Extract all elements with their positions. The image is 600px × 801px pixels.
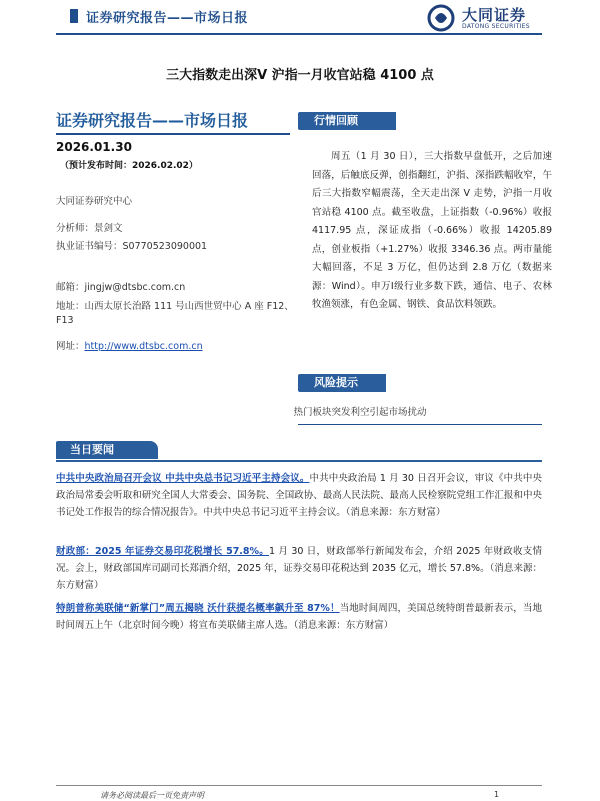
left-divider — [56, 133, 290, 135]
research-org: 大同证券研究中心 — [56, 196, 133, 207]
contact-email[interactable]: 邮箱：jingjw@dtsbc.com.cn — [56, 282, 186, 293]
news-body: 当地时间周四，美国总统特朗普最新表示，当地时间周五上午（北京时间今晚）将宣布美联储主席人选。（消息来源：东方财富） — [56, 603, 542, 631]
news-headline-link[interactable]: 财政部：2025 年证券交易印花税增长 57.8%。 — [56, 546, 270, 557]
news-headline-link[interactable]: 中共中央政治局召开会议 中共中央总书记习近平主持会议。 — [56, 473, 310, 484]
risk-divider — [298, 424, 542, 425]
news-heading: 当日要闻 — [56, 441, 158, 459]
website-label: 网址： — [56, 341, 85, 352]
news-body: 1 月 30 日，财政部举行新闻发布会，介绍 2025 年财政收支情况。会上，财政部国库司副司长郑酒介绍，2025 年，证券交易印花税达到 2035 亿元，增长 57.8%。（消息来源：东方财富） — [56, 546, 542, 591]
publish-time: （预计发布时间：2026.02.02） — [60, 161, 198, 171]
footer-divider — [56, 785, 542, 786]
news-item — [56, 600, 542, 634]
certificate-number: 执业证书编号：S0770523090001 — [56, 241, 208, 252]
header-accent-mark — [70, 9, 78, 23]
news-body: 中共中央政治局 1 月 30 日召开会议，审议《中共中央政治局常委会听取和研究全国人大常委会、国务院、全国政协、最高人民法院、最高人民检察院党组工作汇报和中央书记处工作报告的综合情况报告》。中共中央总书记习近平主持会议。（消息来源：东方财富） — [56, 473, 542, 518]
header-divider — [56, 33, 542, 35]
news-item — [56, 543, 542, 594]
report-type: 证券研究报告——市场日报 — [56, 111, 249, 130]
website-line — [56, 340, 203, 354]
risk-text: 热门板块突发利空引起市场扰动 — [293, 407, 427, 418]
contact-address: 地址：山西太原长治路 111 号山西世贸中心 A 座 F12、F13 — [56, 301, 294, 326]
logo-english: DATONG SECURITIES — [462, 23, 530, 30]
news-item — [56, 470, 542, 521]
review-heading: 行情回顾 — [298, 112, 396, 130]
header-title: 证券研究报告——市场日报 — [86, 11, 249, 26]
page-number: 1 — [494, 790, 500, 799]
disclaimer-note: 请务必阅读最后一页免责声明 — [100, 791, 204, 800]
risk-heading: 风险提示 — [298, 374, 386, 392]
logo-name: 大同证券 — [462, 6, 527, 24]
news-headline-link[interactable]: 特朗普称美联储“新掌门”周五揭晓 沃什获提名概率飙升至 87%！ — [56, 603, 340, 614]
analyst-name: 分析师：景剑文 — [56, 223, 123, 234]
report-title: 三大指数走出深V 沪指一月收官站稳 4100 点 — [166, 68, 434, 83]
website-link[interactable]: http://www.dtsbc.com.cn — [84, 341, 203, 352]
report-date: 2026.01.30 — [56, 140, 132, 154]
review-text: 周五（1 月 30 日），三大指数早盘低开，之后加速回落，后触底反弹，创指翻红，沪指、深指跌幅收窄，午后三大指数窄幅震荡，全天走出深 V 走势，沪指一月收官站稳 4100 点。截至收盘，上证指数（-0.96%）收报 4117.95 点，深证成指（-0.66%）收报 14205.89 点，创业板指（+1.27%）收报 3346.36 点。两市量能大幅回落，不足 3 万亿，但仍达到 2.8 万亿（数据来源：Wind）。申万Ⅰ级行业多数下跌，通信、电子、农林牧渔领涨，有色金属、钢铁、食品饮料领跌。 — [312, 151, 552, 310]
